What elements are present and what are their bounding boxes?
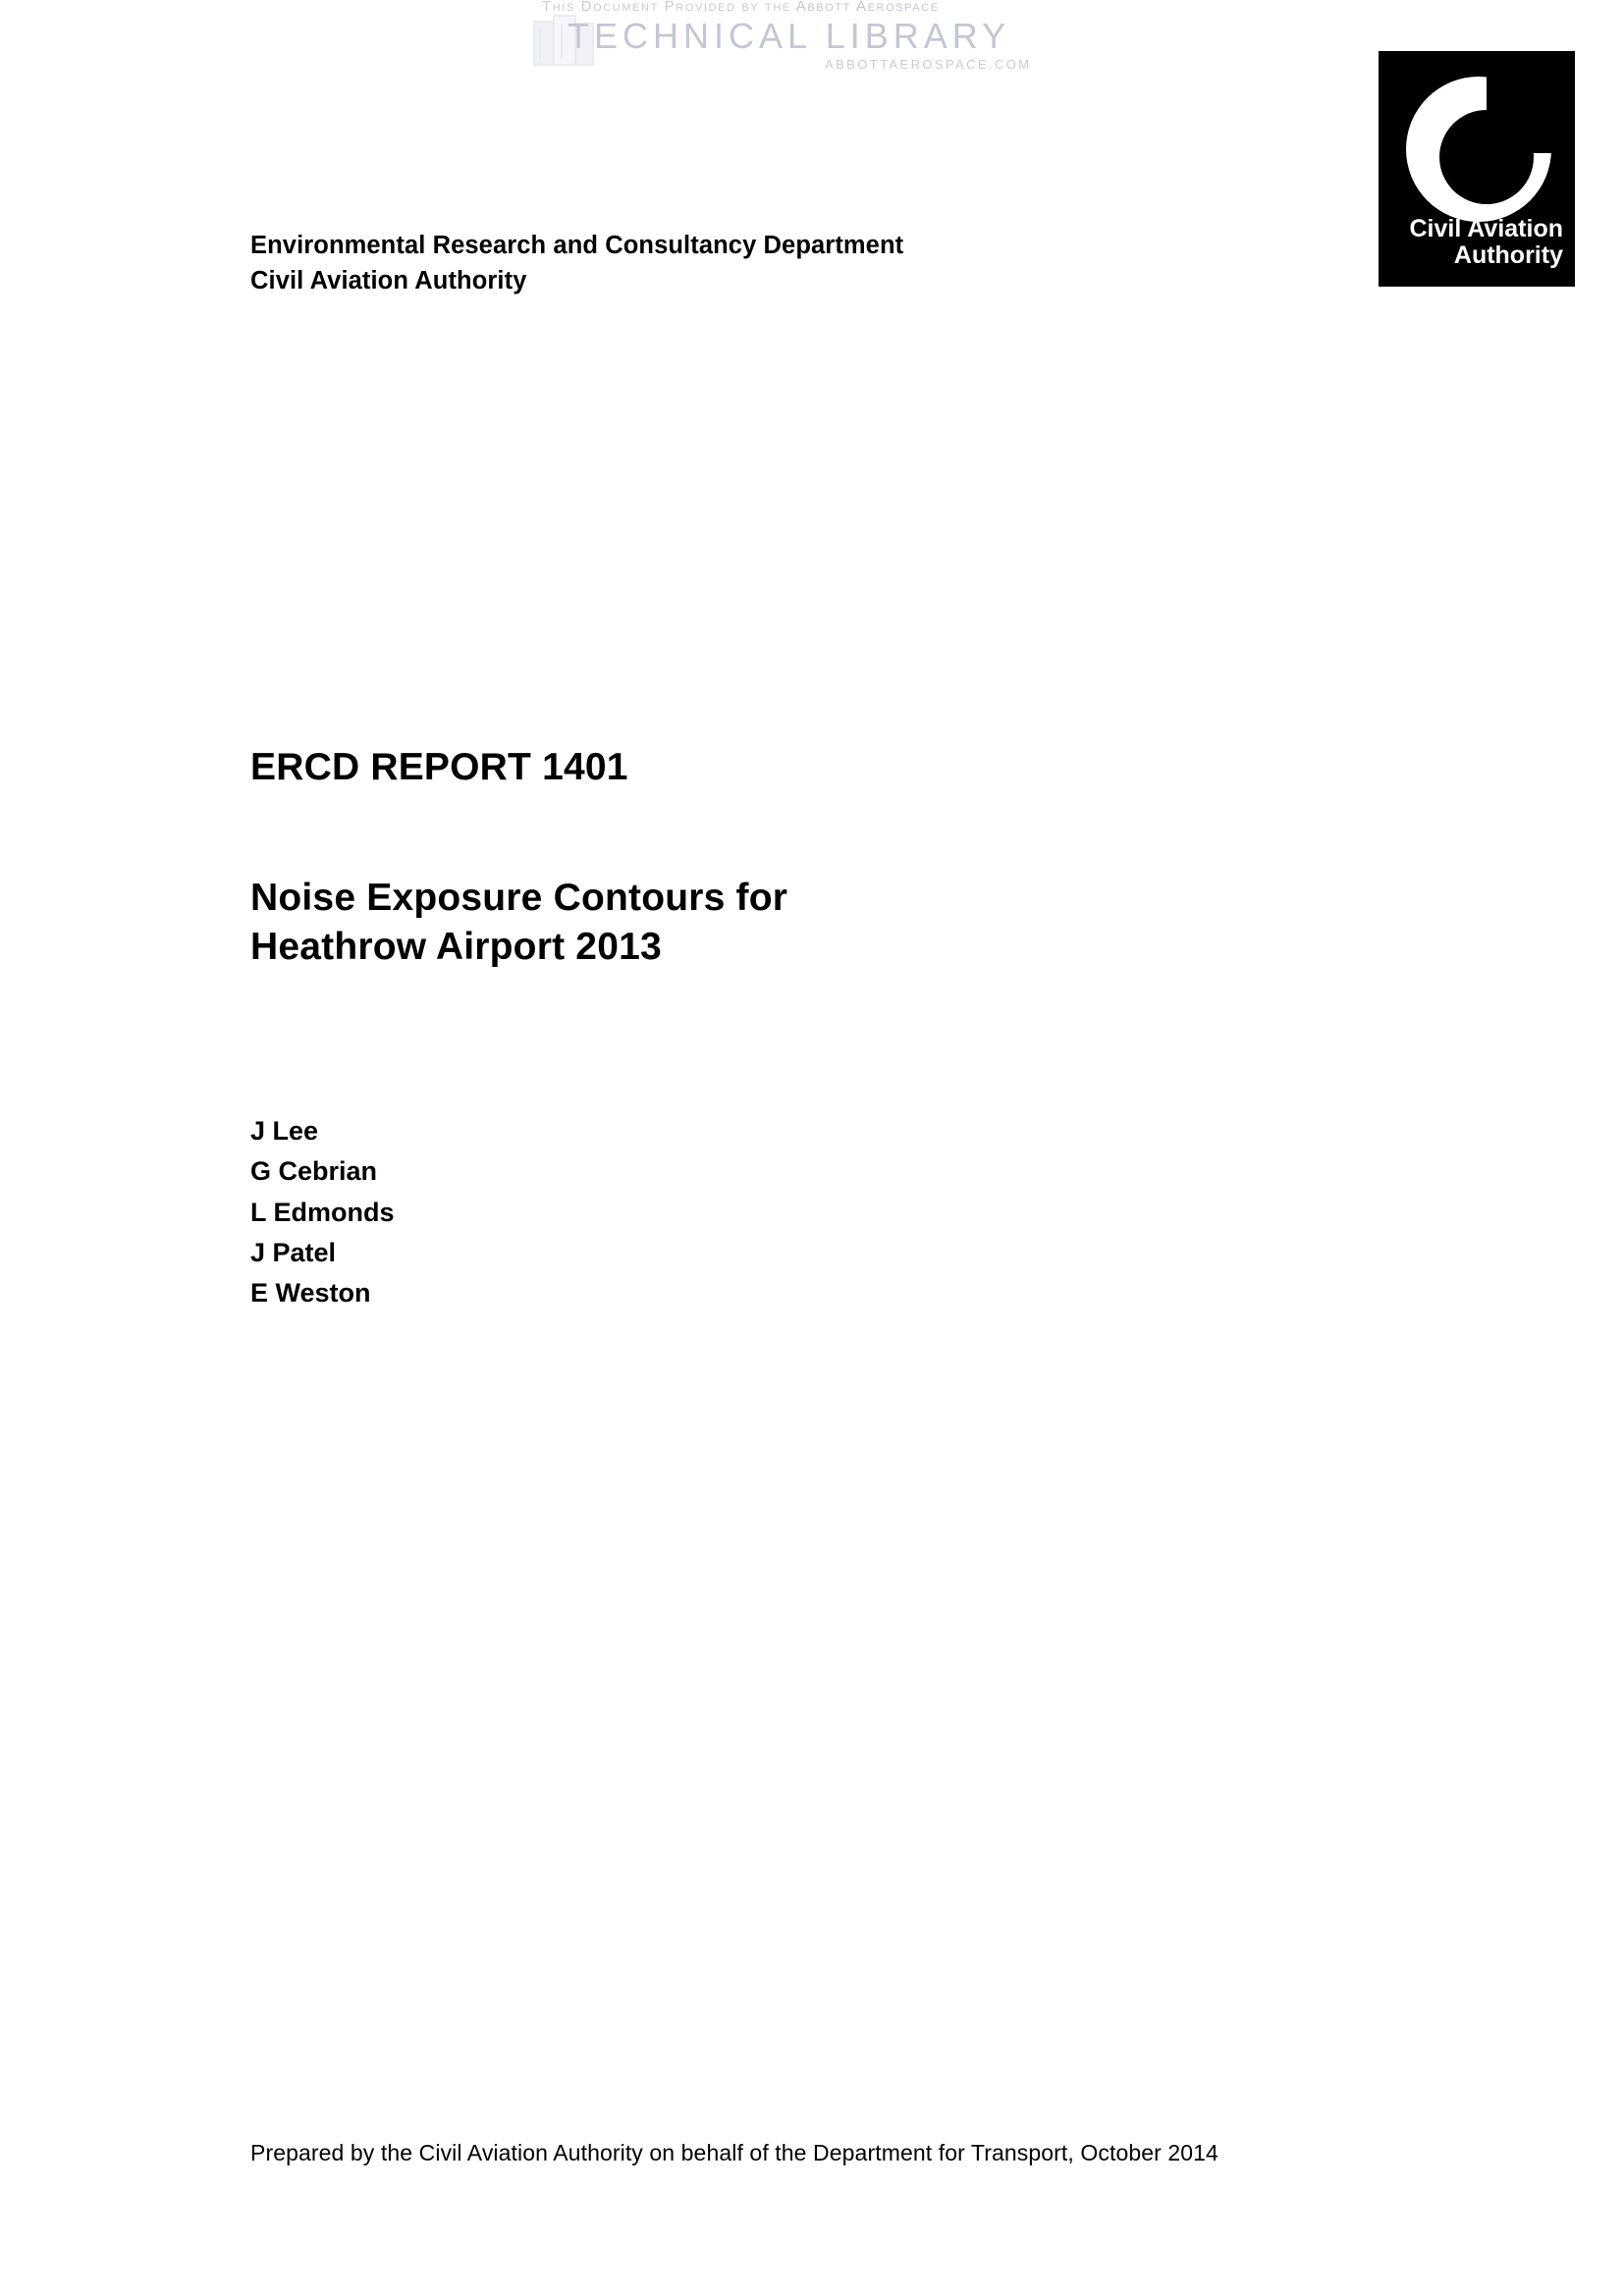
page-title: [250, 874, 787, 972]
list-item: J Lee: [250, 1116, 319, 1146]
logo-text-line-1: Civil Aviation: [1409, 215, 1563, 242]
watermark-website: ABBOTTAEROSPACE.COM: [825, 57, 1032, 72]
list-item: L Edmonds: [250, 1197, 395, 1227]
report-id: ERCD REPORT 1401: [250, 746, 628, 788]
watermark-line-1: [542, 0, 940, 15]
logo-text-line-2: Authority: [1453, 241, 1563, 269]
civil-aviation-authority-logo: [1379, 51, 1575, 287]
department-name: Environmental Research and Consultancy Department: [250, 232, 904, 259]
logo-ring-notch: [1487, 65, 1573, 153]
author-list: [250, 1111, 395, 1313]
logo-text: [1379, 216, 1563, 269]
watermark-provided-by: This Document Provided by the: [542, 0, 791, 15]
footer-prepared-by: Prepared by the Civil Aviation Authority on behalf of the Department for Transport, October 2014: [250, 2140, 1218, 2165]
report-title-line-1: Noise Exposure Contours for: [250, 877, 788, 919]
list-item: E Weston: [250, 1278, 371, 1308]
watermark-abbott-aerospace: Abbott Aerospace: [795, 0, 940, 15]
report-title-line-2: Heathrow Airport 2013: [250, 925, 662, 968]
list-item: G Cebrian: [250, 1156, 378, 1187]
watermark-technical-library: TECHNICAL LIBRARY: [568, 16, 1011, 56]
list-item: J Patel: [250, 1237, 337, 1267]
abbott-aerospace-watermark: [530, 0, 1080, 84]
header-block: [250, 228, 903, 298]
organisation-name: Civil Aviation Authority: [250, 267, 527, 295]
